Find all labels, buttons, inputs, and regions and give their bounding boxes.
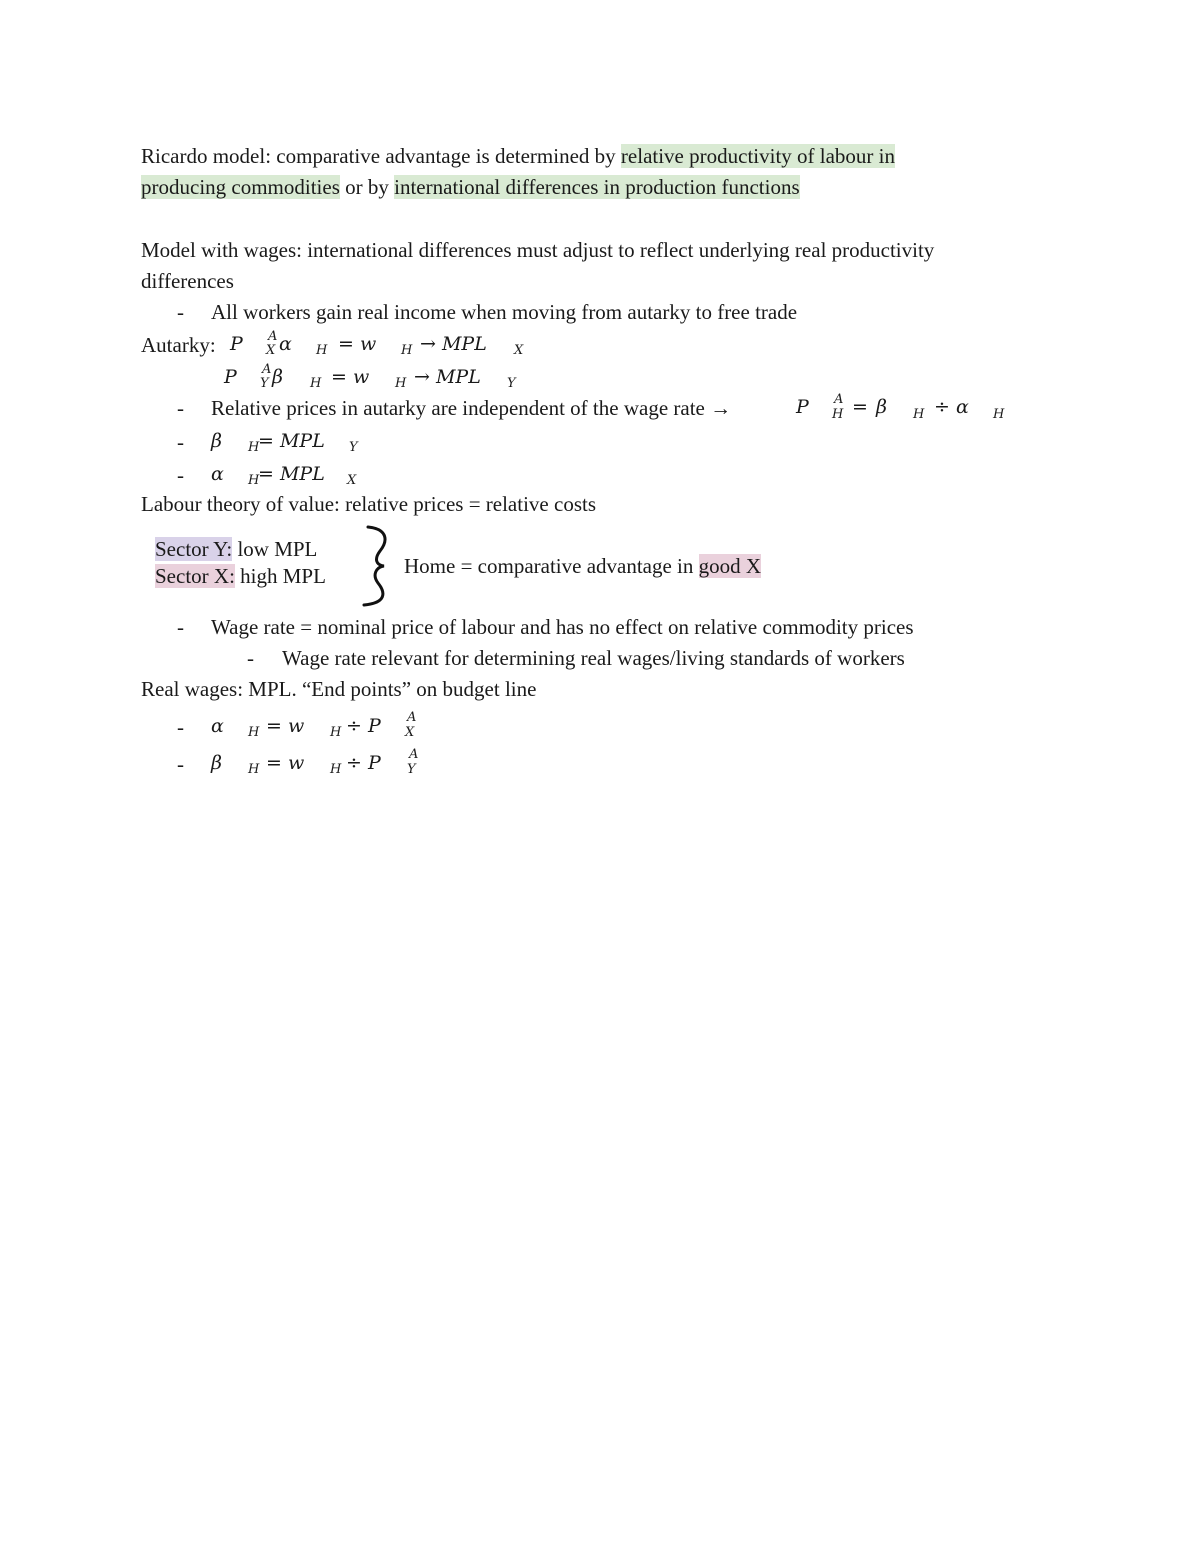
eq7-sub-Y: Y [407, 762, 416, 777]
eq1-sub-H: H [316, 343, 328, 358]
bullet-dash: - [177, 463, 184, 487]
sector-x-line [155, 566, 326, 587]
eq1-sub-H2: H [401, 343, 413, 358]
eq2-P: P [224, 366, 237, 388]
eq7-sub-H: H [248, 762, 260, 777]
eq3-eq: = [852, 396, 868, 418]
bullet-dash: - [177, 615, 184, 639]
sector-y-value: low MPL [232, 537, 318, 561]
ricardo-text: Ricardo model: comparative advantage is determined by [141, 144, 621, 168]
paragraph-ricardo-line-1 [141, 146, 895, 167]
labour-theory-text: Labour theory of value: relative prices = relative costs [141, 492, 596, 516]
home-text: Home = comparative advantage in [404, 554, 699, 578]
eq2-sub-H: H [310, 376, 322, 391]
eq2-sup-A: A [262, 362, 272, 377]
eq3-div: ÷ [934, 396, 950, 418]
sub-bullet-wage-rate: Wage rate relevant for determining real wages/living standards of workers [282, 646, 905, 670]
eq7-sub-H2: H [330, 762, 342, 777]
eq4-beta: β [211, 430, 222, 452]
home-comparative-advantage [404, 556, 761, 577]
eq3-sub-H3: H [993, 407, 1005, 422]
real-wages-text: Real wages: MPL. “End points” on budget line [141, 677, 537, 701]
sector-y-line [155, 539, 317, 560]
highlight-producing-commodities: producing commodities [141, 175, 340, 199]
eq7-sup-A: A [409, 747, 419, 762]
eq2-sub-Y2: Y [507, 376, 516, 391]
eq3-beta: β [876, 396, 887, 418]
eq1-sub-X: X [266, 343, 276, 358]
eq6-sub-X: X [405, 725, 415, 740]
eq3-alpha: α [956, 396, 969, 418]
eq6-alpha: α [211, 715, 224, 737]
bullet-dash: - [177, 396, 184, 420]
highlight-relative-productivity: relative productivity of labour in [620, 144, 896, 168]
eq2-sub-H2: H [395, 376, 407, 391]
eq6-sub-H2: H [330, 725, 342, 740]
eq1-sub-X2: X [514, 343, 524, 358]
paragraph-ricardo-line-2 [141, 177, 800, 198]
eq3-sup-A: A [834, 392, 844, 407]
eq7-beta: β [211, 752, 222, 774]
eq6-sub-H: H [248, 725, 260, 740]
eq2-sub-Y: Y [260, 376, 269, 391]
curly-brace-icon [358, 523, 398, 609]
eq1-sup-A: A [268, 329, 278, 344]
eq5-alpha: α [211, 463, 224, 485]
eq5-mpl: = MPL [258, 463, 325, 485]
bullet-gain: All workers gain real income when moving from autarky to free trade [211, 300, 798, 324]
eq3-sub-H2: H [913, 407, 925, 422]
bullet-dash: - [177, 300, 184, 324]
eq2-eq-w: = w [331, 366, 370, 388]
eq4-sub-H: H [248, 440, 260, 455]
eq1-eq-w: = w [338, 333, 377, 355]
eq5-sub-X: X [347, 473, 357, 488]
eq2-beta: β [272, 366, 283, 388]
eq1-P: P [230, 333, 243, 355]
paragraph-wages-line-2: differences [141, 269, 234, 293]
paragraph-wages-line-1: Model with wages: international differences must adjust to reflect underlying real productivity [141, 238, 935, 262]
bullet-dash: - [177, 752, 184, 776]
eq6-eq-w: = w [266, 715, 305, 737]
eq4-mpl: = MPL [258, 430, 325, 452]
bullet-dash: - [177, 430, 184, 454]
ricardo-or-by: or by [339, 175, 395, 199]
eq3-sub-H: H [832, 407, 844, 422]
highlight-international-differences: international differences in production functions [394, 175, 800, 199]
eq4-sub-Y: Y [349, 440, 358, 455]
eq1-arrow-mpl: → MPL [420, 333, 487, 355]
sector-x-label: Sector X: [155, 564, 235, 588]
bullet-dash: - [177, 715, 184, 739]
eq1-alpha: α [279, 333, 292, 355]
sub-bullet-dash: - [247, 646, 254, 670]
eq7-div-p: ÷ P [346, 752, 381, 774]
bullet-relative-prices: Relative prices in autarky are independent of the wage rate → [211, 396, 732, 420]
highlight-good-x: good X [698, 554, 762, 578]
autarky-label: Autarky: [141, 333, 216, 357]
eq6-div-p: ÷ P [346, 715, 381, 737]
sector-y-label: Sector Y: [155, 537, 233, 561]
eq5-sub-H: H [248, 473, 260, 488]
bullet-wage-rate: Wage rate = nominal price of labour and has no effect on relative commodity prices [211, 615, 914, 639]
eq2-arrow-mpl: → MPL [414, 366, 481, 388]
eq7-eq-w: = w [266, 752, 305, 774]
eq3-P: P [796, 396, 809, 418]
eq6-sup-A: A [407, 710, 417, 725]
sector-x-value: high MPL [234, 564, 326, 588]
